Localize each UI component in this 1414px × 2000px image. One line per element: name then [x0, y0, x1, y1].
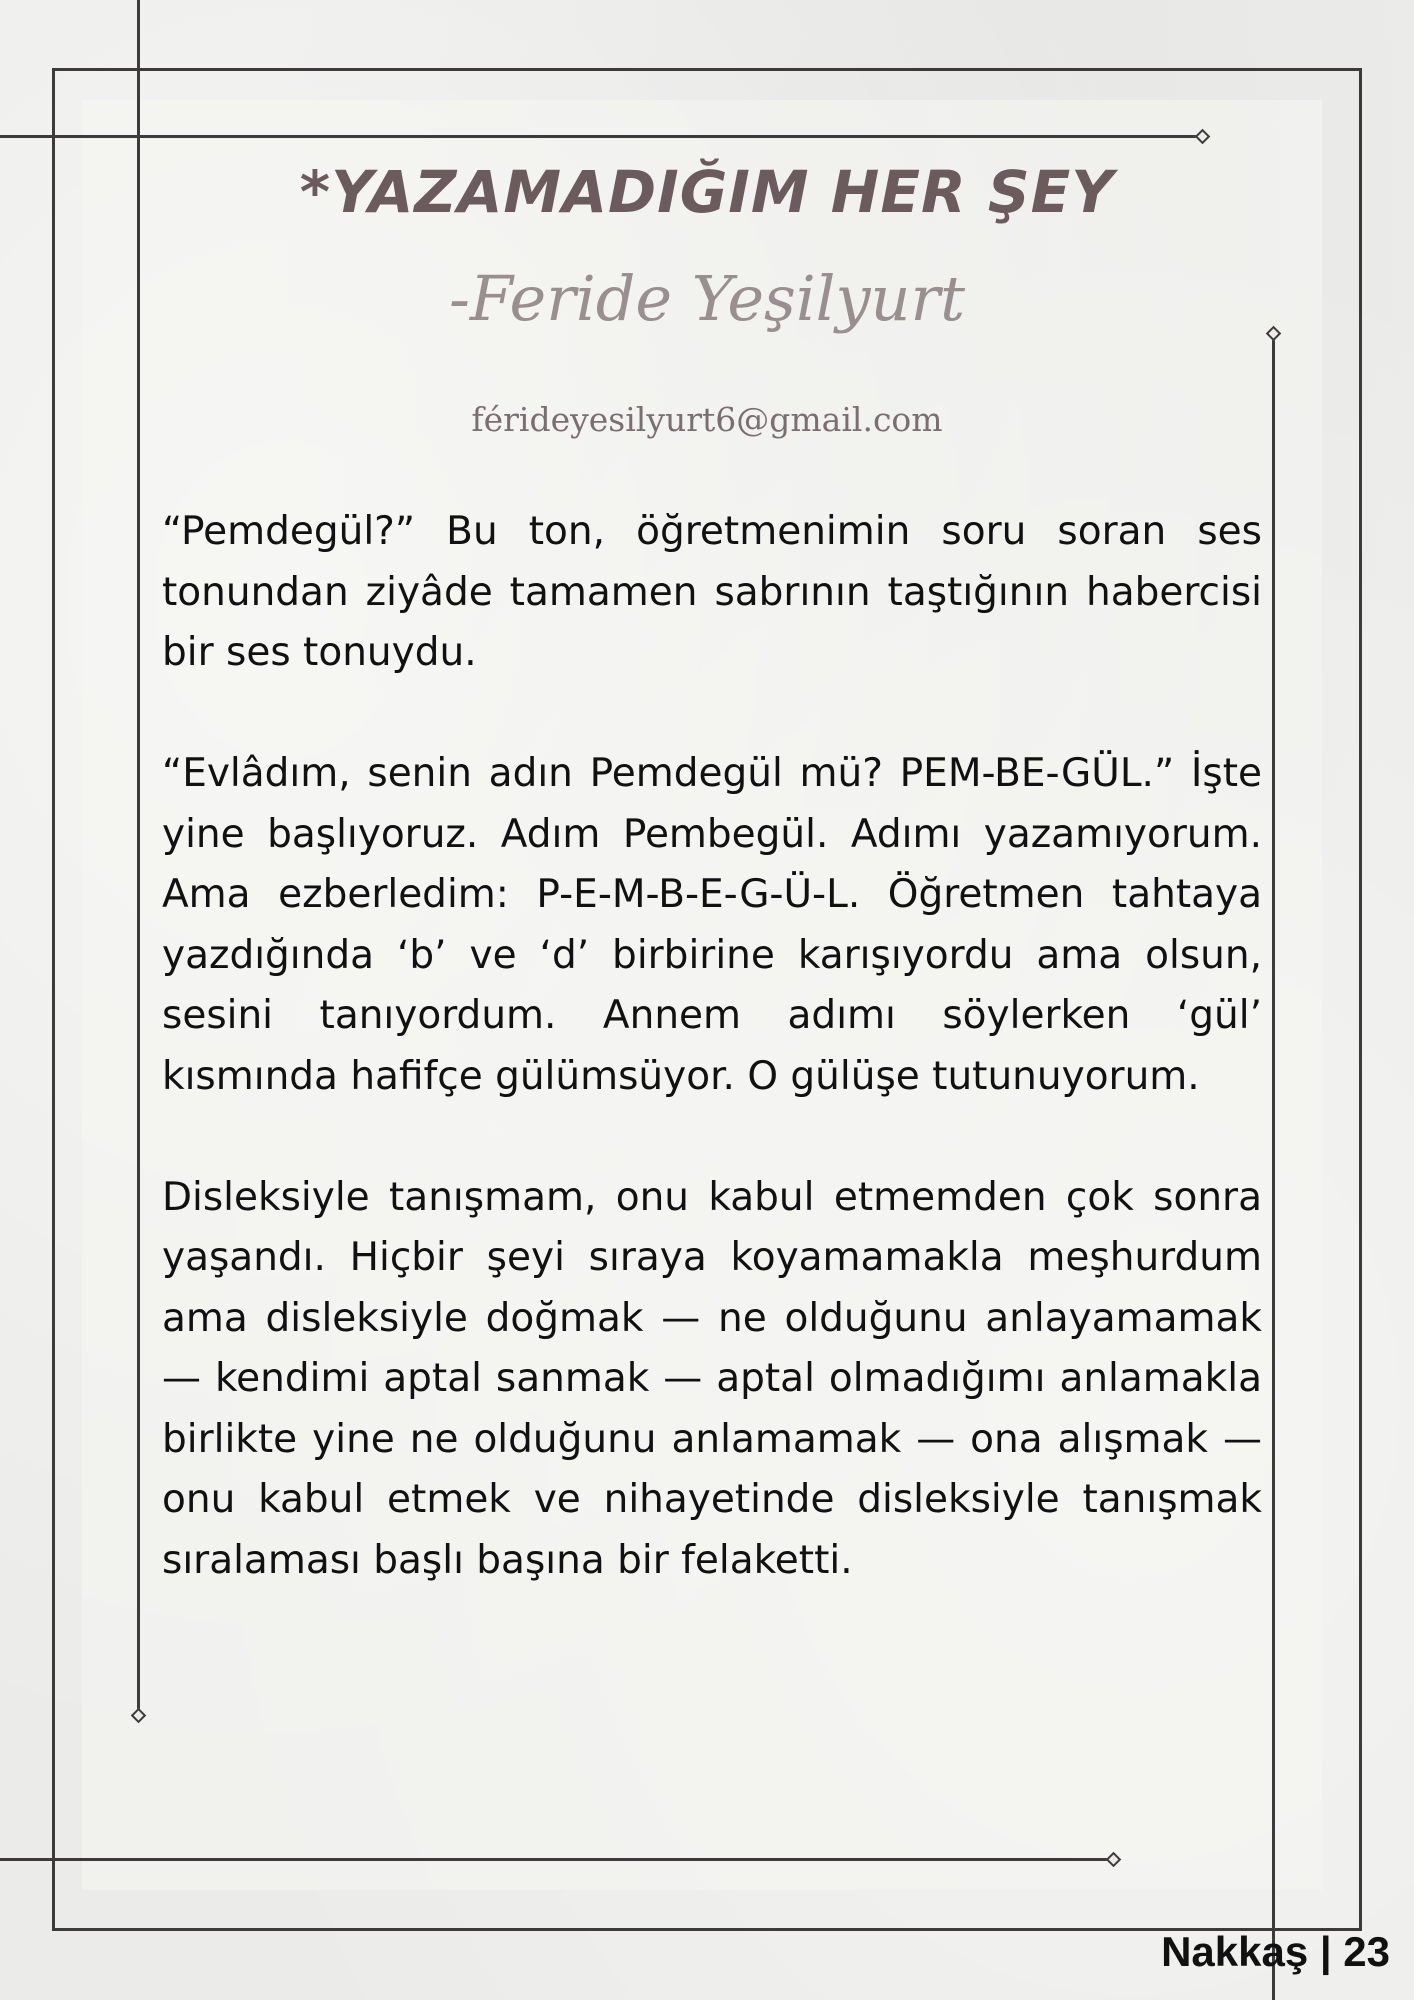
author-email: férideyesilyurt6@gmail.com [471, 400, 943, 439]
frame-left-line [52, 68, 55, 1931]
paragraph: “Pemdegül?” Bu ton, öğretmenimin soru soran ses tonundan ziyâde tamamen sabrının taştığının habercisi bir ses tonuydu. [162, 509, 1262, 675]
accent-top-horizontal [0, 135, 1202, 138]
accent-left-vertical [137, 0, 140, 1712]
article-body [162, 502, 1262, 1652]
accent-right-vertical [1272, 334, 1275, 2000]
article-title: *YAZAMADIĞIM HER ŞEY [299, 158, 1115, 226]
frame-top-line [52, 68, 1362, 71]
frame-right-line [1359, 68, 1362, 1931]
accent-bottom-horizontal [0, 1858, 1112, 1861]
author-name: -Feride Yeşilyurt [448, 262, 966, 335]
paragraph: Disleksiyle tanışmam, onu kabul etmemden çok sonra yaşandı. Hiçbir şeyi sıraya koyamamakla meşhurdum ama disleksiyle doğmak — ne olduğunu anlayamamak — kendimi aptal sanmak — aptal olmadığımı anlamakla birlikte yine ne olduğunu anlamamak — ona alışmak — onu kabul etmek ve nihayetinde disleksiyle tanışmak sıralaması başlı başına bir felaketti. [162, 1174, 1262, 1583]
page-footer: Nakkaş | 23 [1161, 1928, 1390, 1975]
paragraph: “Evlâdım, senin adın Pemdegül mü? PEM-BE-GÜL.” İşte yine başlıyoruz. Adım Pembegül. Adımı yazamıyorum. Ama ezberledim: P-E-M-B-E-G-Ü-L. Öğretmen tahtaya yazdığında ‘b’ ve ‘d’ birbirine karışıyordu ama olsun, sesini tanıyordum. Annem adımı söylerken ‘gül’ kısmında hafifçe gülümsüyor. O gülüşe tutunuyorum. [162, 751, 1262, 1099]
